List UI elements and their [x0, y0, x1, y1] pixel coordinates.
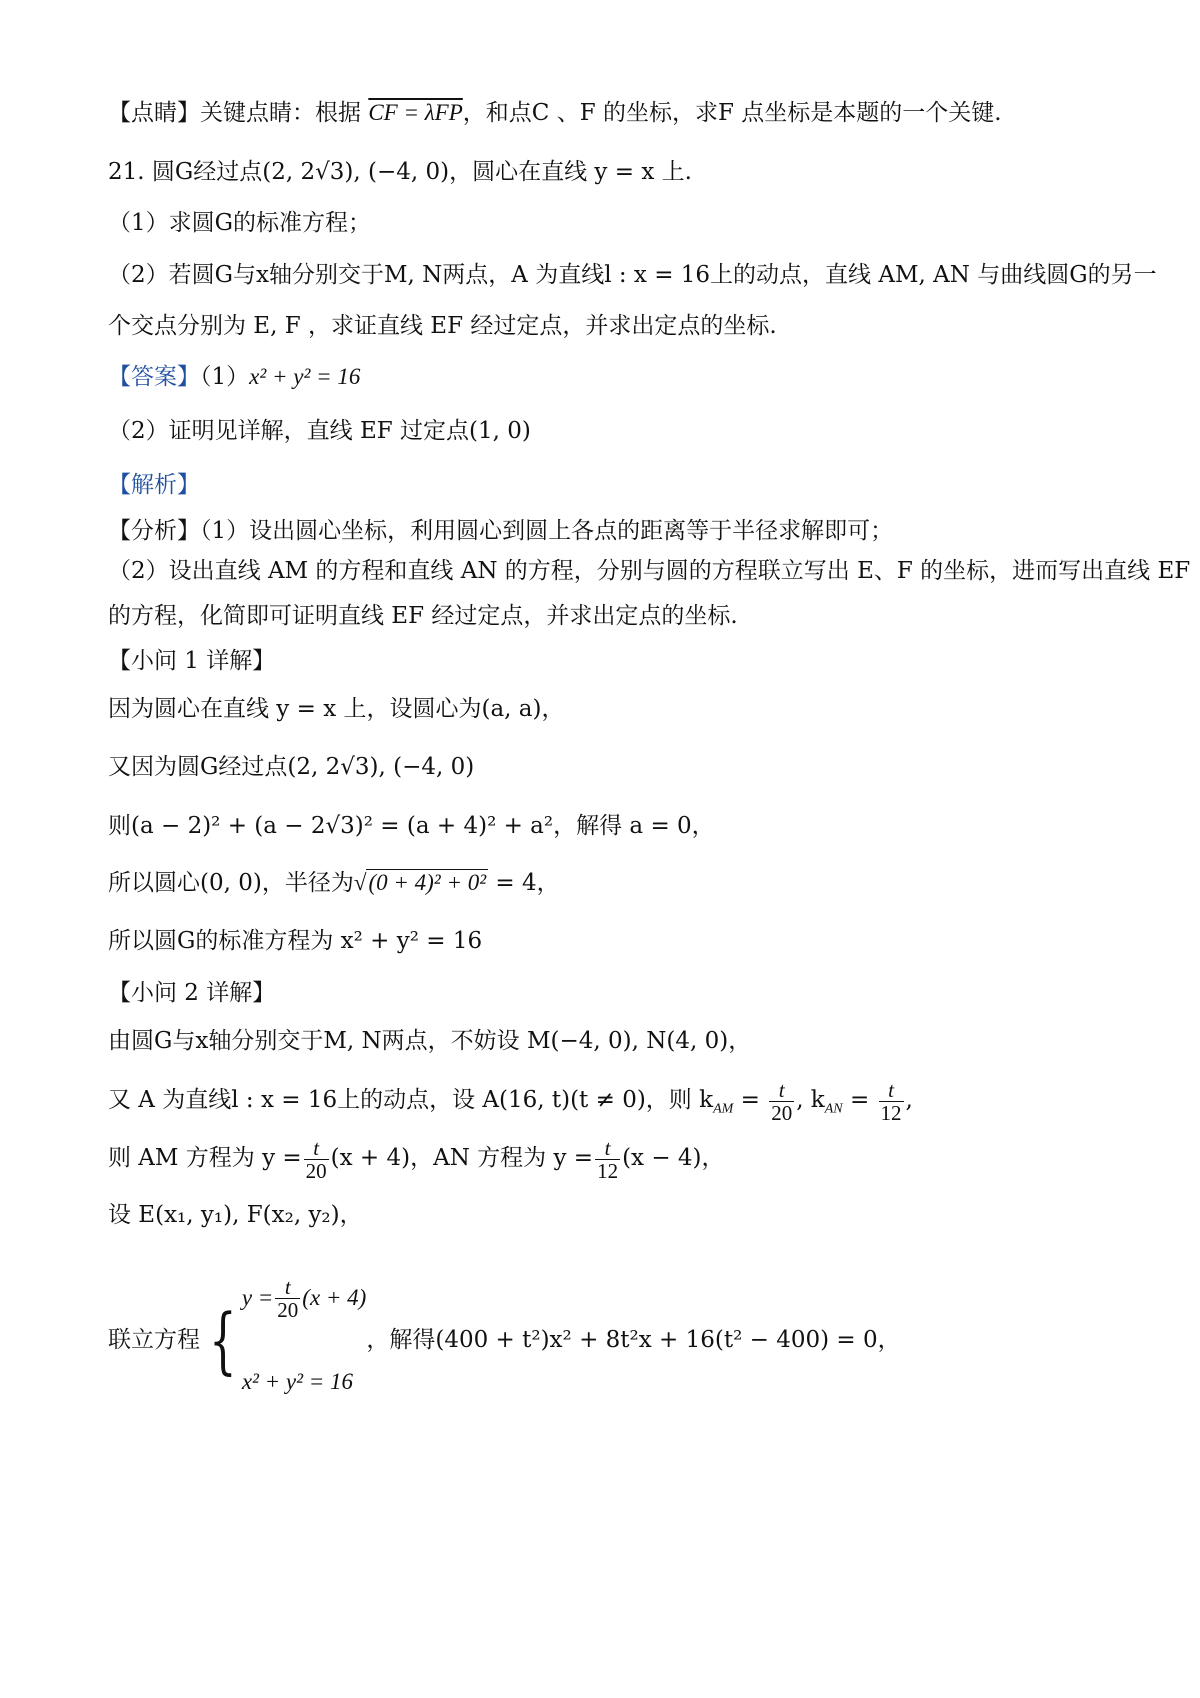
sub2-line5	[108, 1258, 901, 1422]
sub2-line4: 设 E(x₁, y₁), F(x₂, y₂)，	[108, 1202, 363, 1228]
sys-r1-a: y =	[241, 1285, 274, 1310]
frac-den: 12	[880, 1100, 902, 1125]
fenxi-text1: （1）设出圆心坐标，利用圆心到圆上各点的距离等于半径求解即可；	[200, 518, 894, 544]
tip-line	[108, 98, 1002, 128]
sys-r1-b: (x + 4)	[302, 1285, 367, 1310]
equation-system	[200, 1258, 366, 1422]
answer-part1-math: x² + y² = 16	[249, 364, 361, 389]
tip-text-a: 关键点睛：根据	[200, 100, 361, 126]
sub1-l4-radicand: (0 + 4)² + 0²	[368, 870, 487, 895]
sub2-l3-a: 则 AM 方程为 y =	[108, 1145, 302, 1171]
left-brace: {	[209, 1298, 237, 1382]
sub1-line2: 又因为圆G经过点(2, 2√3), (−4, 0)	[108, 754, 475, 780]
sub1-title: 【小问 1 详解】	[108, 648, 276, 674]
tip-text-b: ，和点C 、F 的坐标，求F 点坐标是本题的一个关键.	[462, 100, 1002, 126]
sub2-l2-b: , k	[796, 1087, 825, 1113]
frac-num: t	[778, 1077, 785, 1102]
sub2-l3-c: (x − 4)，	[622, 1145, 725, 1171]
frac-num: t	[888, 1077, 894, 1102]
sub2-l5-label: 联立方程	[108, 1327, 200, 1353]
sub2-l2-c: ,	[905, 1087, 913, 1113]
sub2-line1: 由圆G与x轴分别交于M, N两点，不妨设 M(−4, 0), N(4, 0)，	[108, 1028, 752, 1054]
frac-num: t	[284, 1274, 291, 1299]
sub2-l5-tail: ，解得(400 + t²)x² + 8t²x + 16(t² − 400) = 0，	[366, 1327, 901, 1353]
tip-math-vector: CF = λFP	[368, 100, 463, 125]
fraction-t-20	[769, 1079, 794, 1124]
frac-den: 20	[771, 1100, 793, 1125]
frac-num: t	[313, 1135, 320, 1160]
fenxi-tag: 【分析】	[108, 518, 200, 544]
q21-part2-line2: 个交点分别为 E, F ，求证直线 EF 经过定点，并求出定点的坐标.	[108, 313, 777, 339]
sub1-line3: 则(a − 2)² + (a − 2√3)² = (a + 4)² + a²，解得 a = 0，	[108, 813, 715, 839]
system-rows	[242, 1258, 367, 1422]
fraction-t-12	[595, 1137, 620, 1182]
frac-num: t	[604, 1135, 611, 1160]
fenxi-line1	[108, 516, 893, 546]
sub1-line1: 因为圆心在直线 y = x 上，设圆心为(a, a)，	[108, 696, 565, 722]
sub1-l4-a: 所以圆心(0, 0)，半径为	[108, 870, 354, 896]
q21-part2-line1: （2）若圆G与x轴分别交于M, N两点，A 为直线l : x = 16上的动点，直线 AM, AN 与曲线圆G的另一	[108, 262, 1157, 288]
sub2-line3	[108, 1134, 725, 1182]
frac-den: 12	[597, 1158, 619, 1183]
system-row-2: x² + y² = 16	[241, 1369, 354, 1394]
sub2-l2-sub-an: AN	[824, 1101, 843, 1117]
system-row-1	[242, 1258, 367, 1338]
sqrt-sign: √	[353, 870, 367, 895]
fraction-t-20	[304, 1137, 329, 1182]
sub2-line2	[108, 1076, 913, 1134]
answer-part1-label: （1）	[200, 364, 250, 390]
analysis-tag: 【解析】	[108, 472, 200, 498]
fenxi-line3: 的方程，化简即可证明直线 EF 经过定点，并求出定点的坐标.	[108, 603, 738, 629]
tip-tag: 【点睛】	[108, 100, 200, 126]
q21-part1: （1）求圆G的标准方程；	[108, 210, 372, 236]
sub2-title: 【小问 2 详解】	[108, 980, 276, 1006]
sub1-l4-c: = 4，	[488, 870, 560, 896]
sub2-l2-sub-am: AM	[713, 1101, 734, 1117]
frac-den: 20	[277, 1297, 299, 1322]
sub1-line4	[108, 868, 560, 898]
fenxi-line2: （2）设出直线 AM 的方程和直线 AN 的方程，分别与圆的方程联立写出 E、F 的坐标，进而写出直线 EF	[108, 558, 1191, 584]
q21-stem: 21. 圆G经过点(2, 2√3), (−4, 0)，圆心在直线 y = x 上.	[108, 159, 692, 185]
answer-line1	[108, 362, 360, 392]
sub2-l2-eq2: =	[842, 1087, 877, 1113]
sub2-l3-b: (x + 4)，AN 方程为 y =	[330, 1145, 594, 1171]
sub2-l2-a: 又 A 为直线l : x = 16上的动点，设 A(16, t)(t ≠ 0)，则 k	[108, 1087, 714, 1113]
fraction-t-20	[275, 1276, 300, 1321]
sub2-l2-eq: =	[733, 1087, 768, 1113]
frac-den: 20	[305, 1158, 327, 1183]
sub1-line5: 所以圆G的标准方程为 x² + y² = 16	[108, 928, 483, 954]
fraction-t-12	[879, 1079, 904, 1124]
answer-part2: （2）证明见详解，直线 EF 过定点(1, 0)	[108, 418, 531, 444]
answer-tag: 【答案】	[108, 364, 200, 390]
